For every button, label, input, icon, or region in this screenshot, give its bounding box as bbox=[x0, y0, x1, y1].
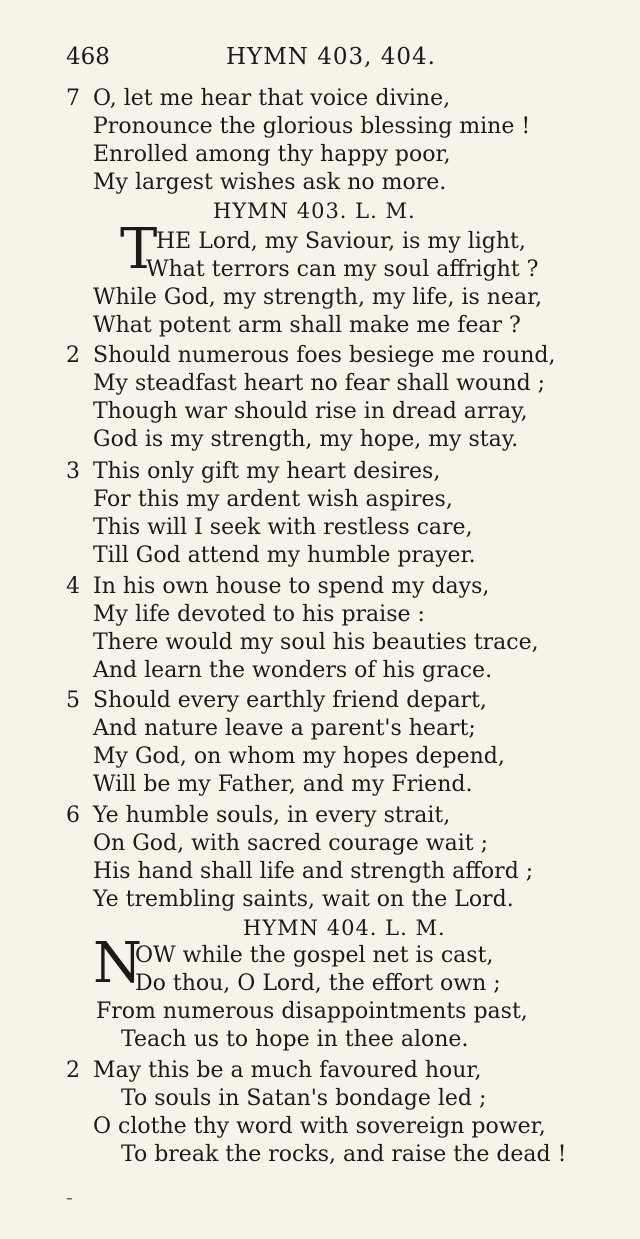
verse-line: May this be a much favoured hour, bbox=[93, 1058, 482, 1083]
verse-line: In his own house to spend my days, bbox=[93, 574, 490, 599]
verse-line: Though war should rise in dread array, bbox=[93, 399, 528, 424]
verse-line: Will be my Father, and my Friend. bbox=[93, 772, 473, 797]
running-title: HYMN 403, 404. bbox=[226, 44, 436, 70]
verse-line: Till God attend my humble prayer. bbox=[93, 543, 476, 568]
drop-cap: N bbox=[93, 931, 142, 996]
verse-line: What potent arm shall make me fear ? bbox=[93, 313, 521, 338]
verse-line: From numerous disappointments past, bbox=[96, 999, 528, 1024]
verse-line: On God, with sacred courage wait ; bbox=[93, 831, 488, 856]
verse-line: This will I seek with restless care, bbox=[93, 515, 473, 540]
verse-line: My life devoted to his praise : bbox=[93, 602, 425, 627]
verse-line: What terrors can my soul affright ? bbox=[146, 257, 539, 282]
verse-line: There would my soul his beauties trace, bbox=[93, 630, 539, 655]
verse-line: And learn the wonders of his grace. bbox=[93, 658, 493, 683]
verse-line: Should every earthly friend depart, bbox=[93, 688, 487, 713]
verse-line: To break the rocks, and raise the dead ! bbox=[121, 1142, 567, 1167]
stanza-number: 6 bbox=[66, 803, 80, 828]
verse-line: Teach us to hope in thee alone. bbox=[121, 1027, 469, 1052]
stanza-number: 7 bbox=[66, 86, 80, 111]
stanza-number: 2 bbox=[66, 343, 80, 368]
printer-mark: - bbox=[66, 1185, 73, 1209]
hymn-title: HYMN 403. L. M. bbox=[213, 199, 416, 223]
stanza-number: 2 bbox=[66, 1058, 80, 1083]
verse-line: O, let me hear that voice divine, bbox=[93, 86, 451, 111]
drop-cap: T bbox=[120, 217, 158, 282]
stanza-number: 4 bbox=[66, 574, 80, 599]
stanza-number: 3 bbox=[66, 459, 80, 484]
verse-line: And nature leave a parent's heart; bbox=[93, 716, 476, 741]
verse-line: OW while the gospel net is cast, bbox=[135, 943, 494, 968]
verse-line: Should numerous foes besiege me round, bbox=[93, 343, 556, 368]
verse-line: My steadfast heart no fear shall wound ; bbox=[93, 371, 546, 396]
stanza-number: 5 bbox=[66, 688, 80, 713]
verse-line: To souls in Satan's bondage led ; bbox=[121, 1086, 487, 1111]
verse-line: My God, on whom my hopes depend, bbox=[93, 744, 505, 769]
verse-line: Ye humble souls, in every strait, bbox=[93, 803, 451, 828]
verse-line: HE Lord, my Saviour, is my light, bbox=[156, 229, 526, 254]
verse-line: O clothe thy word with sovereign power, bbox=[93, 1114, 546, 1139]
verse-line: His hand shall life and strength afford ; bbox=[93, 859, 534, 884]
verse-line: Enrolled among thy happy poor, bbox=[93, 142, 451, 167]
verse-line: Pronounce the glorious blessing mine ! bbox=[93, 114, 531, 139]
verse-line: Do thou, O Lord, the effort own ; bbox=[135, 971, 501, 996]
verse-line: For this my ardent wish aspires, bbox=[93, 487, 453, 512]
hymn-title: HYMN 404. L. M. bbox=[243, 916, 446, 940]
verse-line: Ye trembling saints, wait on the Lord. bbox=[93, 887, 514, 912]
verse-line: This only gift my heart desires, bbox=[93, 459, 441, 484]
verse-line: My largest wishes ask no more. bbox=[93, 170, 447, 195]
page-header bbox=[66, 44, 586, 76]
page-number: 468 bbox=[66, 44, 110, 70]
verse-line: God is my strength, my hope, my stay. bbox=[93, 427, 519, 452]
verse-line: While God, my strength, my life, is near, bbox=[93, 285, 543, 310]
